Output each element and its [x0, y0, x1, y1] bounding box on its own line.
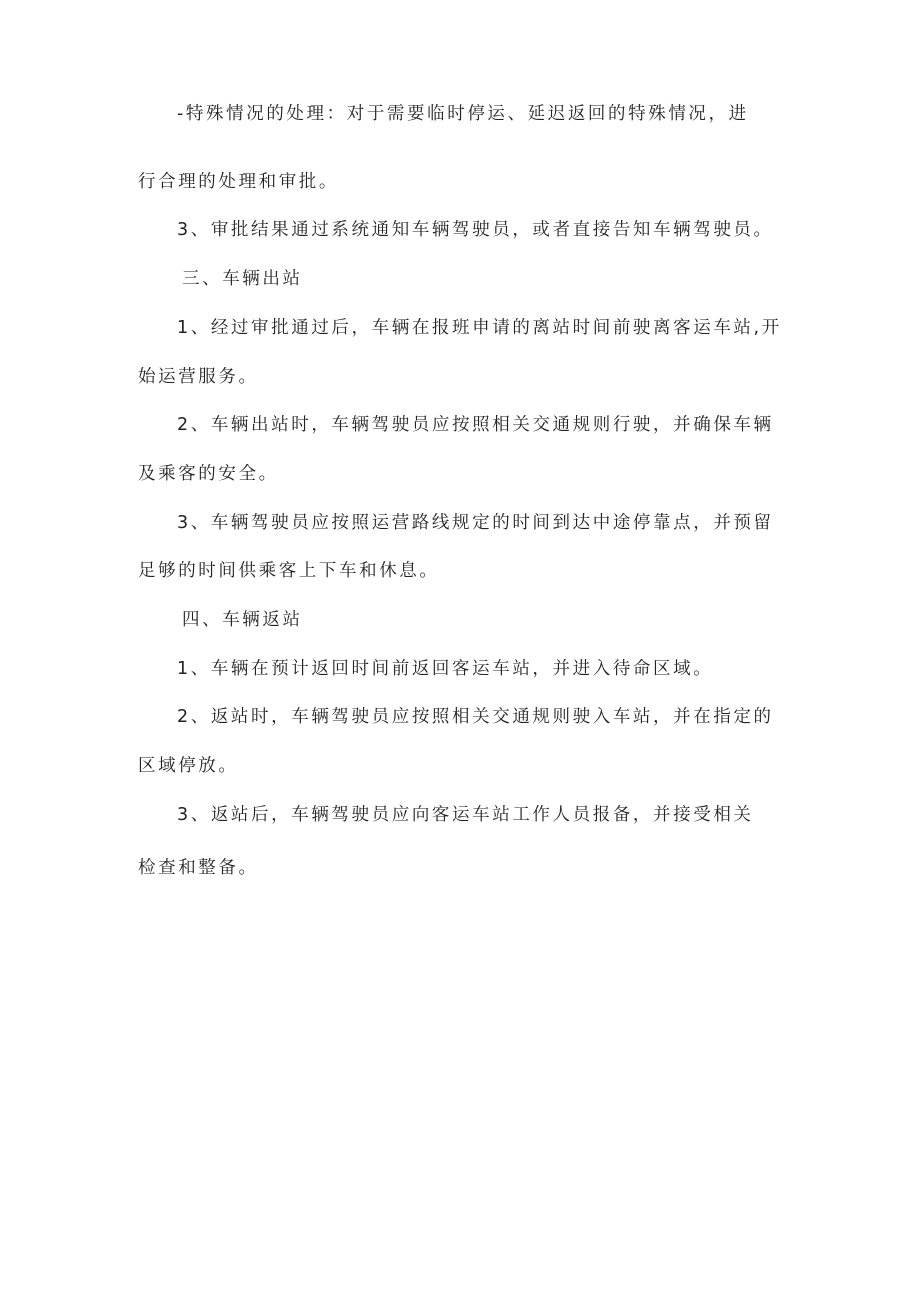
section-heading-4: 四、车辆返站: [182, 610, 303, 630]
text-line-14: 区域停放。: [138, 756, 239, 776]
text-line-2: 行合理的处理和审批。: [138, 172, 339, 192]
text-line-5: 1、经过审批通过后，车辆在报班申请的离站时间前驶离客运车站,开: [177, 318, 782, 338]
text-line-12: 1、车辆在预计返回时间前返回客运车站，并进入待命区域。: [177, 659, 714, 679]
text-line-13: 2、返站时，车辆驾驶员应按照相关交通规则驶入车站，并在指定的: [177, 707, 774, 727]
text-line-6: 始运营服务。: [138, 367, 259, 387]
text-line-1: -特殊情况的处理：对于需要临时停运、延迟返回的特殊情况，进: [177, 104, 749, 124]
text-line-8: 及乘客的安全。: [138, 464, 279, 484]
section-heading-3: 三、车辆出站: [182, 269, 303, 289]
text-line-9: 3、车辆驾驶员应按照运营路线规定的时间到达中途停靠点，并预留: [177, 513, 774, 533]
text-line-16: 检查和整备。: [138, 858, 259, 878]
text-line-15: 3、返站后，车辆驾驶员应向客运车站工作人员报备，并接受相关: [177, 805, 754, 825]
text-line-3: 3、审批结果通过系统通知车辆驾驶员，或者直接告知车辆驾驶员。: [177, 220, 774, 240]
text-line-10: 足够的时间供乘客上下车和休息。: [138, 561, 440, 581]
text-line-7: 2、车辆出站时，车辆驾驶员应按照相关交通规则行驶，并确保车辆: [177, 415, 774, 435]
